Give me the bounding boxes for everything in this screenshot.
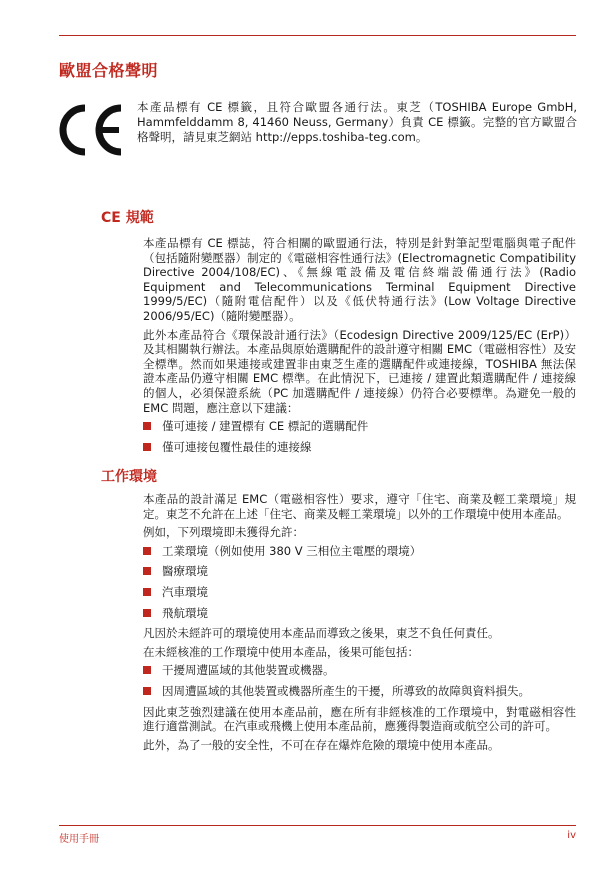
env-paragraph: 在未經核准的工作環境中使用本產品，後果可能包括： [143,644,419,659]
ce-section-title: CE 規範 [101,210,154,226]
disallowed-environments-list [143,544,576,620]
env-section-body [143,492,576,756]
list-item [143,440,576,455]
ce-section-body [143,236,576,460]
intro-paragraph: 本產品標有 CE 標籤，且符合歐盟各通行法。東芝（TOSHIBA Europe GmbH, Hammfelddamm 8, 41460 Neuss, Germany）負責 CE 標籤。完整的官方歐盟合格聲明，請見東芝網站 http://epps.toshiba-teg.com。 [137,100,577,144]
page-number: iv [567,830,576,841]
list-item [143,585,576,600]
env-paragraph: 凡因於未經許可的環境使用本產品而導致之後果，東芝不負任何責任。 [143,626,500,641]
list-item-text: 干擾周遭區域的其他裝置或機器。 [162,663,335,678]
footer-manual-title: 使用手冊 [59,834,99,845]
env-section-title: 工作環境 [101,469,157,485]
list-item [143,564,576,579]
ce-bullet-list [143,419,576,454]
square-bullet-icon [143,666,151,674]
square-bullet-icon [143,687,151,695]
ce-mark-icon [55,102,127,158]
list-item-text: 醫療環境 [162,564,208,579]
env-paragraph: 例如，下列環境即未獲得允許： [143,525,304,540]
square-bullet-icon [143,567,151,575]
list-item [143,419,576,434]
square-bullet-icon [143,588,151,596]
env-paragraph: 此外，為了一般的安全性，不可在存在爆炸危險的環境中使用本產品。 [143,737,500,752]
list-item [143,606,576,621]
square-bullet-icon [143,609,151,617]
env-paragraph: 因此東芝強烈建議在使用本產品前，應在所有非經核准的工作環境中，對電磁相容性進行適當測試。在汽車或飛機上使用本產品前，應獲得製造商或航空公司的許可。 [143,704,576,734]
page-heading: 歐盟合格聲明 [59,61,159,80]
consequences-list [143,663,576,698]
ce-paragraph: 本產品標有 CE 標誌，符合相關的歐盟通行法，特別是針對筆記型電腦與電子配件（包括隨附變壓器）制定的《電磁相容性通行法》(Electromagnetic Compatibility Directive 2004/108/EC)、《無線電設備及電信終端設備通行法》(Radio Equipment and Telecommunications Terminal Equipment Directive 1999/5/EC)（隨附電信配件）以及《低伏特通行法》(Low Voltage Directive 2006/95/EC)（隨附變壓器）。 [143,236,576,323]
list-item-text: 僅可連接包覆性最佳的連接線 [162,439,312,454]
square-bullet-icon [143,422,151,430]
list-item-text: 僅可連接 / 建置標有 CE 標記的選購配件 [162,419,369,434]
list-item-text: 汽車環境 [162,584,208,599]
list-item [143,663,576,678]
list-item-text: 飛航環境 [162,605,208,620]
bottom-rule [59,825,576,826]
square-bullet-icon [143,443,151,451]
list-item-text: 因周遭區域的其他裝置或機器所產生的干擾，所導致的故障與資料損失。 [162,683,530,698]
square-bullet-icon [143,547,151,555]
ce-paragraph: 此外本產品符合《環保設計通行法》（Ecodesign Directive 2009/125/EC (ErP)）及其相關執行辦法。本產品與原始選購配件的設計遵守相關 EMC（電磁相容性）及安全標準。然而如果連接或建置非由東芝生產的選購配件或連接線，TOSHIBA 無法保證本產品仍遵守相關 EMC 標準。在此情況下，已連接 / 建置此類選購配件 / 連接線的個人，必須保證系統（PC 加選購配件 / 連接線）仍符合必要標準。為避免一般的 EMC 問題，應注意以下建議： [143,327,576,415]
env-paragraph: 本產品的設計滿足 EMC（電磁相容性）要求，遵守「住宅、商業及輕工業環境」規定。東芝不允許在上述「住宅、商業及輕工業環境」以外的工作環境中使用本產品。 [143,492,576,521]
top-rule [59,35,576,36]
list-item [143,684,576,699]
list-item-text: 工業環境（例如使用 380 V 三相位主電壓的環境） [162,543,422,558]
list-item [143,544,576,559]
